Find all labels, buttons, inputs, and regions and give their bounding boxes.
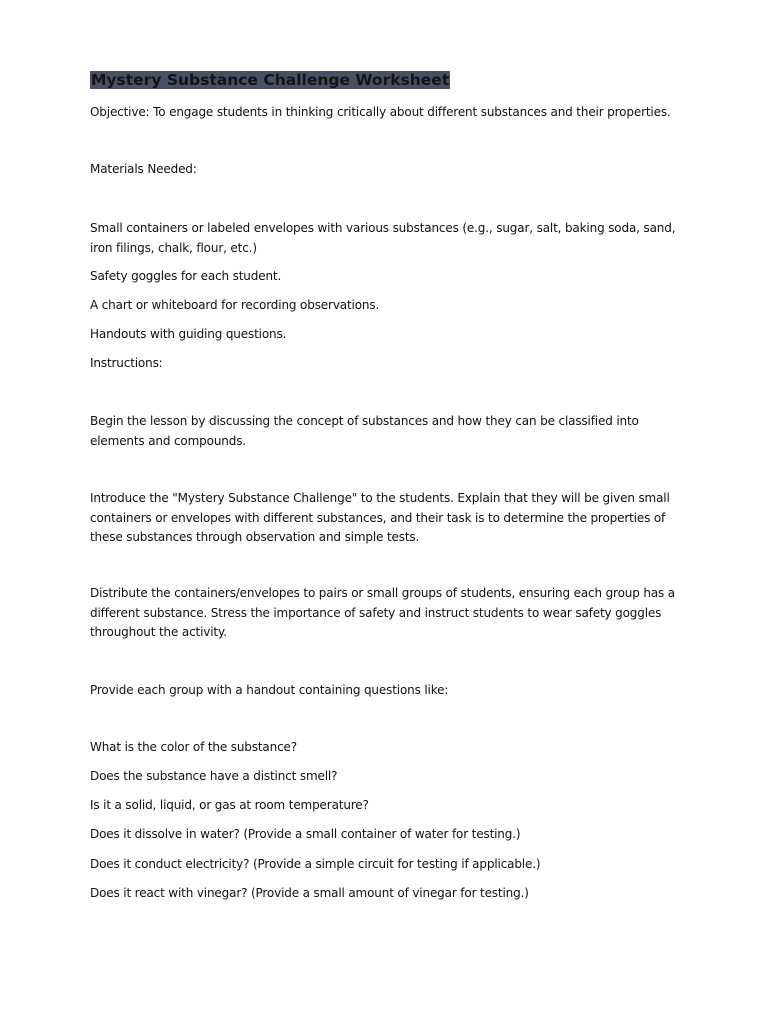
objective-text: Objective: To engage students in thinking critically about different substances and their properties. bbox=[90, 105, 671, 119]
question-item: Does it dissolve in water? (Provide a small container of water for testing.) bbox=[90, 827, 521, 841]
question-item: Does it react with vinegar? (Provide a small amount of vinegar for testing.) bbox=[90, 886, 529, 900]
instructions-heading: Instructions: bbox=[90, 356, 163, 370]
instruction-step: Provide each group with a handout containing questions like: bbox=[90, 683, 449, 697]
question-item: Does it conduct electricity? (Provide a simple circuit for testing if applicable.) bbox=[90, 857, 541, 871]
material-item: Safety goggles for each student. bbox=[90, 269, 282, 283]
material-item: Handouts with guiding questions. bbox=[90, 327, 287, 341]
document-title bbox=[90, 70, 450, 90]
instruction-step: Introduce the "Mystery Substance Challenge" to the students. Explain that they will be given small containers or envelopes with different substances, and their task is to determine the properties of these substances through observation and simple tests. bbox=[90, 491, 670, 544]
question-item: Does the substance have a distinct smell? bbox=[90, 769, 338, 783]
title-highlight: Mystery Substance Challenge Worksheet bbox=[91, 71, 450, 89]
question-item: Is it a solid, liquid, or gas at room temperature? bbox=[90, 798, 369, 812]
instruction-step: Distribute the containers/envelopes to pairs or small groups of students, ensuring each group has a different substance. Stress the importance of safety and instruct students to wear safety goggles throughout the activity. bbox=[90, 586, 675, 639]
question-item: What is the color of the substance? bbox=[90, 740, 297, 754]
material-item: A chart or whiteboard for recording observations. bbox=[90, 298, 380, 312]
material-item: Small containers or labeled envelopes with various substances (e.g., sugar, salt, baking soda, sand, iron filings, chalk, flour, etc.) bbox=[90, 221, 676, 255]
instruction-step: Begin the lesson by discussing the concept of substances and how they can be classified into elements and compounds. bbox=[90, 414, 639, 448]
materials-heading: Materials Needed: bbox=[90, 162, 197, 176]
